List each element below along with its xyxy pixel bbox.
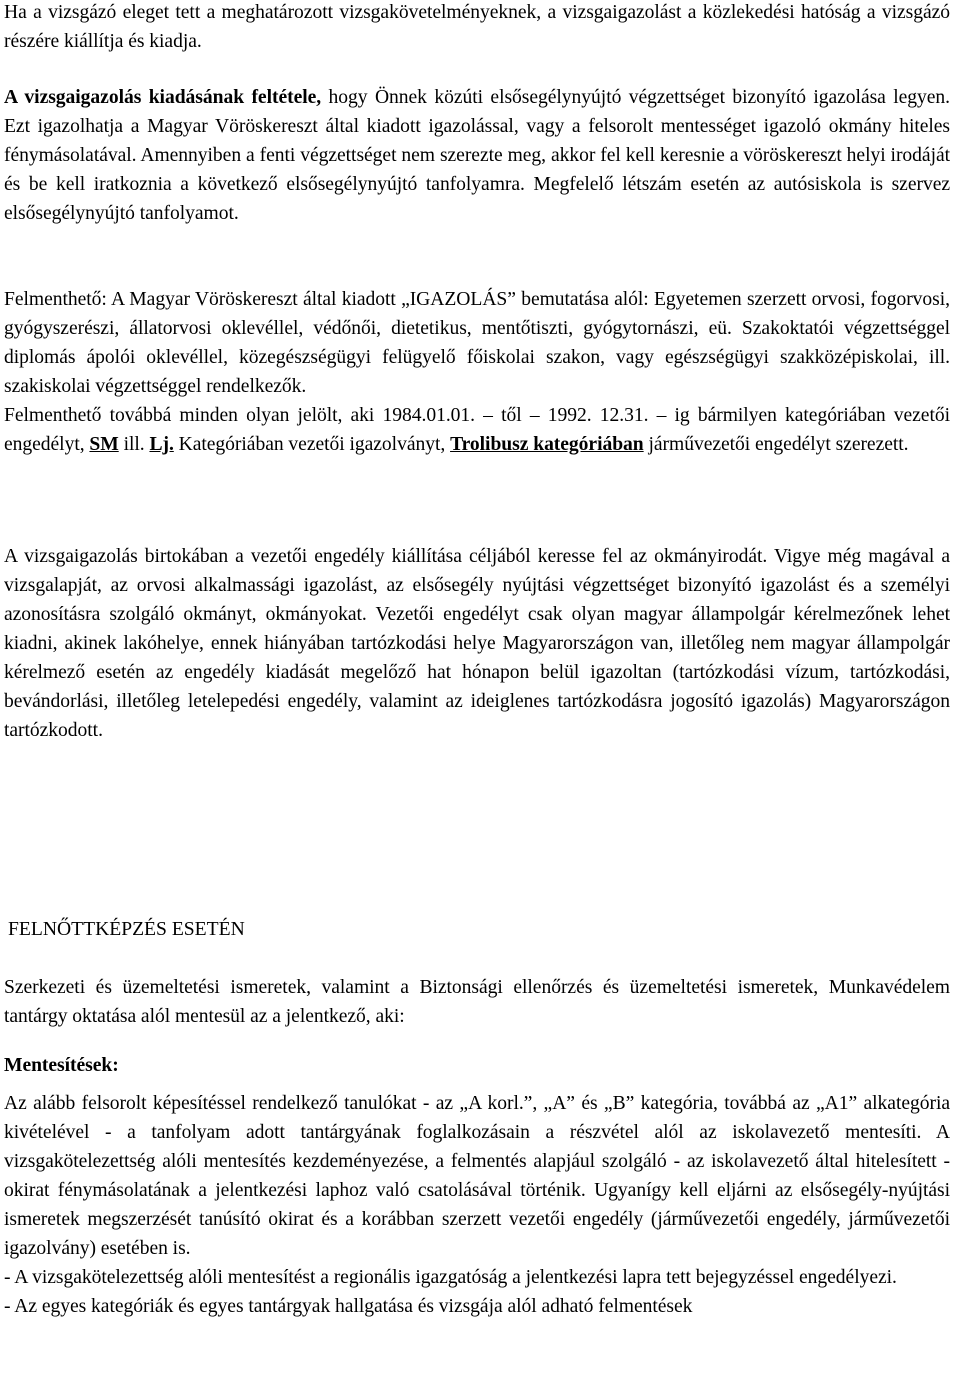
- paragraph-text: A vizsgaigazolás birtokában a vezetői engedély kiállítása céljából keresse fel az okmányirodát. Vigye még magával a vizsgalapját, az orvosi alkalmassági igazolást, az elsősegély nyújtási végzettséget bizonyító igazolást és a személyi azonosításra szolgáló okmányt, okmányokat. Vezetői engedélyt csak olyan magyar állampolgár kérelmezőnek lehet kiadni, akinek lakóhelye, ennek hiányában tartózkodási helye Magyarországon van, illetőleg nem magyar állampolgár kérelmező esetén az engedély kiadását megelőző hat hónapon belül igazoltan (tartózkodási vízum, tartózkodási, bevándorlási, illetőleg letelepedési engedély, valamint az ideiglenes tartózkodásra jogosító igazolás) Magyarországon tartózkodott.: [4, 546, 950, 741]
- paragraph-text: Kategóriában vezetői igazolványt,: [173, 434, 451, 455]
- bold-lead-text: A vizsgaigazolás kiadásának feltétele,: [4, 87, 322, 108]
- subheading-exemptions: [4, 1051, 950, 1080]
- paragraph-text: ill.: [118, 434, 150, 455]
- paragraph-text: Szerkezeti és üzemeltetési ismeretek, valamint a Biztonsági ellenőrzés és üzemeltetési ismeretek, Munkavédelem tantárgy oktatása alól mentesül az a jelentkező, aki:: [4, 977, 950, 1027]
- paragraph-exam-certificate-issue: [4, 0, 950, 56]
- paragraph-text: járművezetői engedélyt szerezett.: [643, 434, 909, 455]
- paragraph-certificate-conditions: [4, 83, 950, 228]
- category-sm: SM: [89, 434, 119, 455]
- paragraph-text: hogy Önnek közúti elsősegélynyújtó végzettséget bizonyító igazolása legyen. Ezt igazolhatja a Magyar Vöröskereszt által kiadott igazolással, vagy a felsorolt mentességet igazoló okmány hiteles fénymásolatával. Amennyiben a fenti végzettséget nem szerezte meg, akkor fel kell keresnie a vöröskereszt helyi irodáját és be kell iratkoznia a következő elsősegélynyújtó tanfolyamra. Megfelelő létszám esetén az autósiskola is szervez elsősegélynyújtó tanfolyamot.: [4, 87, 951, 224]
- paragraph-text: Ha a vizsgázó eleget tett a meghatározott vizsgakövetelményeknek, a vizsgaigazolást a közlekedési hatóság a vizsgázó részére kiállítja és kiadja.: [4, 2, 950, 52]
- paragraph-text: Felmenthető továbbá minden olyan jelölt, aki 1984.01.01. – től – 1992. 12.31. – ig bármilyen kategóriában vezetői engedélyt,: [4, 405, 950, 455]
- paragraph-text: - Az egyes kategóriák és egyes tantárgyak hallgatása és vizsgája alól adható felmentések: [4, 1296, 693, 1317]
- paragraph-adult-education: [4, 973, 950, 1031]
- category-lj: Lj.: [149, 434, 174, 455]
- paragraph-exemption-details: [4, 1089, 950, 1321]
- paragraph-text: Az alább felsorolt képesítéssel rendelkező tanulókat - az „A korl.”, „A” és „B” kategória, továbbá az „A1” alkategória kivételével - a tanfolyam adott tantárgyának foglalkozásain a részvétel alól az iskolavezető mentesíti. A vizsgakötelezettség alóli mentesítés kezdeményezése, a felmentés alapjául szolgáló - az iskolavezető által hitelesített - okirat fénymásolatának a jelentkezési laphoz való csatolásával történik. Ugyanígy kell eljárni az elsősegély-nyújtási ismeretek megszerzését tanúsító okirat és a korábban szerzett vezetői engedély (járművezetői engedély, járművezetői igazolvány) esetében is.: [4, 1093, 950, 1259]
- paragraph-license-issuance: [4, 542, 950, 745]
- paragraph-exemptions: [4, 285, 950, 459]
- paragraph-text: - A vizsgakötelezettség alóli mentesítést a regionális igazgatóság a jelentkezési lapra tett bejegyzéssel engedélyezi.: [4, 1267, 897, 1288]
- section-heading: FELNŐTTKÉPZÉS ESETÉN: [8, 919, 245, 940]
- paragraph-text: A Magyar Vöröskereszt által kiadott „IGAZOLÁS” bemutatása alól: Egyetemen szerzett orvosi, fogorvosi, gyógyszerészi, állatorvosi oklevéllel, védőnői, dietetikus, mentőtiszti, gyógytornászi, eü. Szakoktatói végzettséggel diplomás ápolói oklevéllel, közegészségügyi felügyelő főiskolai szakon, vagy egészségügyi szakközépiskolai, ill. szakiskolai végzettséggel rendelkezők.: [4, 289, 950, 397]
- category-trolibusz: Trolibusz kategóriában: [450, 434, 644, 455]
- subheading-text: Mentesítések:: [4, 1055, 119, 1076]
- exemption-lead: Felmenthető:: [4, 289, 107, 310]
